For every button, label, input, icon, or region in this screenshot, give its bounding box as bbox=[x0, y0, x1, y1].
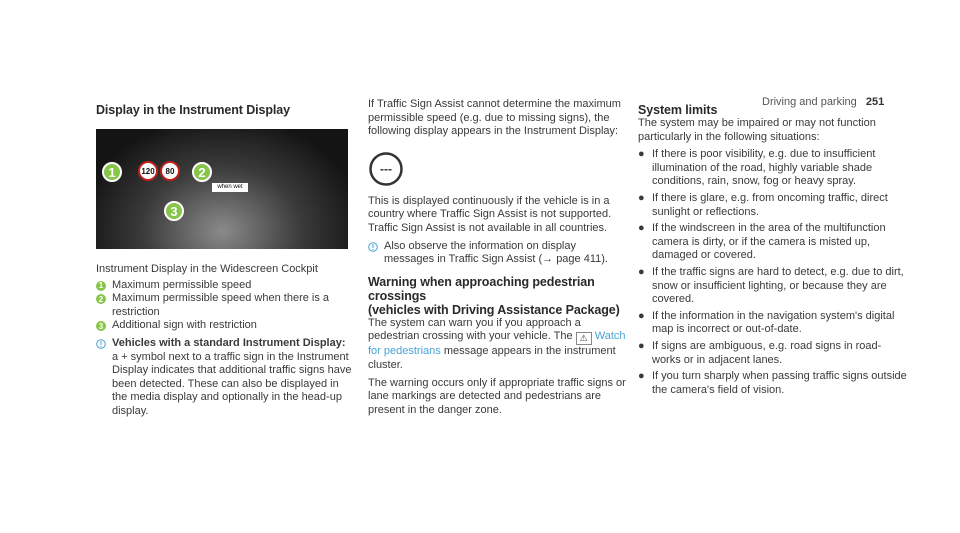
section-heading-display: Display in the Instrument Display bbox=[96, 103, 290, 117]
legend-text: Maximum permissible speed when there is a restriction bbox=[112, 292, 330, 318]
no-sign-symbol: --- bbox=[380, 161, 392, 176]
speed-sign-120: 120 bbox=[138, 161, 158, 181]
legend-item bbox=[96, 292, 354, 319]
info-icon bbox=[96, 339, 106, 349]
list-item bbox=[638, 148, 908, 189]
bullet-icon: ● bbox=[638, 191, 645, 204]
section-heading-limits: System limits bbox=[638, 103, 718, 117]
column-system-limits bbox=[638, 103, 908, 400]
list-item bbox=[638, 370, 908, 397]
legend-item bbox=[96, 319, 354, 333]
legend-number: 2 bbox=[96, 294, 106, 304]
marker-2: 2 bbox=[192, 162, 212, 182]
note-text: Also observe the information on display messages in Traffic Sign Assist (→ page 411). bbox=[384, 239, 608, 266]
list-item-text: If the information in the navigation system's digital map is incorrect or out-of-date. bbox=[652, 309, 895, 336]
speed-sign-80: 80 bbox=[160, 161, 180, 181]
warning-paragraph-1 bbox=[368, 317, 628, 373]
bullet-icon: ● bbox=[638, 222, 645, 235]
list-item-text: If there is glare, e.g. from oncoming traffic, direct sunlight or reflections. bbox=[652, 191, 888, 218]
list-item bbox=[638, 310, 908, 337]
list-item-text: If the traffic signs are hard to detect, e.g. due to dirt, snow or insufficient lighting, or because they are covered. bbox=[652, 265, 904, 306]
warning-message: Watch for pedestrians bbox=[368, 330, 626, 358]
no-sign-icon bbox=[368, 151, 404, 187]
legend-text: Additional sign with restriction bbox=[112, 319, 257, 332]
page-number: 251 bbox=[865, 96, 885, 108]
bullet-icon: ● bbox=[638, 309, 645, 322]
list-item bbox=[638, 266, 908, 307]
section-subheading-warning: (vehicles with Driving Assistance Package) bbox=[368, 302, 620, 317]
marker-3: 3 bbox=[164, 201, 184, 221]
legend-text: Maximum permissible speed bbox=[112, 278, 252, 291]
bullet-icon: ● bbox=[638, 265, 645, 278]
legend-number: 1 bbox=[96, 281, 106, 291]
legend-item bbox=[96, 279, 354, 293]
section-title: Driving and parking bbox=[762, 96, 857, 108]
list-item bbox=[638, 222, 908, 263]
continuous-text: This is displayed continuously if the vehicle is in a country where Traffic Sign Assist is not supported. Traffic Sign Assist is not available in all countries. bbox=[368, 194, 612, 234]
instrument-display-figure bbox=[96, 129, 348, 249]
list-item bbox=[638, 192, 908, 219]
warning-text-b: message appears in the instrument cluster. bbox=[368, 345, 616, 371]
note-title: Vehicles with a standard Instrument Display: bbox=[112, 336, 346, 349]
intro-text: If Traffic Sign Assist cannot determine the maximum permissible speed (e.g. due to missing signs), the following display appears in the Instrument Display: bbox=[368, 98, 621, 138]
additional-sign: when wet bbox=[212, 183, 248, 192]
column-no-sign bbox=[368, 98, 628, 417]
legend-list bbox=[96, 279, 354, 333]
list-item-text: If signs are ambiguous, e.g. road signs in road-works or in adjacent lanes. bbox=[652, 339, 882, 366]
warning-paragraph-2: The warning occurs only if appropriate traffic signs or lane markings are detected and pedestrians are present in the danger zone. bbox=[368, 376, 626, 416]
limits-list bbox=[638, 148, 908, 397]
list-item bbox=[638, 340, 908, 367]
info-icon bbox=[368, 242, 378, 252]
list-item-text: If the windscreen in the area of the multifunction camera is dirty, or if the camera is misted up, damaged or covered. bbox=[652, 222, 886, 262]
limits-intro: The system may be impaired or may not function particularly in the following situations: bbox=[638, 117, 876, 143]
marker-1: 1 bbox=[102, 162, 122, 182]
note-display-messages bbox=[368, 240, 628, 267]
note-standard-display bbox=[96, 337, 354, 419]
warning-text-a: The system can warn you if you approach a pedestrian crossing with your vehicle. The bbox=[368, 316, 581, 343]
list-item-text: If you turn sharply when passing traffic signs outside the camera's field of vision. bbox=[652, 370, 907, 396]
note-body: a + symbol next to a traffic sign in the Instrument Display indicates that additional traffic signs have been detected. These can also be displayed in the media display and optionally in the head-up display. bbox=[112, 350, 352, 417]
bullet-icon: ● bbox=[638, 370, 645, 383]
pedestrian-warning-icon: ⚠ bbox=[576, 332, 592, 345]
section-heading-warning: Warning when approaching pedestrian crossings bbox=[368, 274, 595, 303]
bullet-icon: ● bbox=[638, 148, 645, 161]
column-display bbox=[96, 103, 354, 419]
figure-caption: Instrument Display in the Widescreen Cockpit bbox=[96, 263, 318, 275]
bullet-icon: ● bbox=[638, 339, 645, 352]
list-item-text: If there is poor visibility, e.g. due to insufficient illumination of the road, highly variable shade conditions, rain, snow, fog or heavy spray. bbox=[652, 148, 876, 188]
note-text bbox=[112, 337, 354, 419]
legend-number: 3 bbox=[96, 321, 106, 331]
